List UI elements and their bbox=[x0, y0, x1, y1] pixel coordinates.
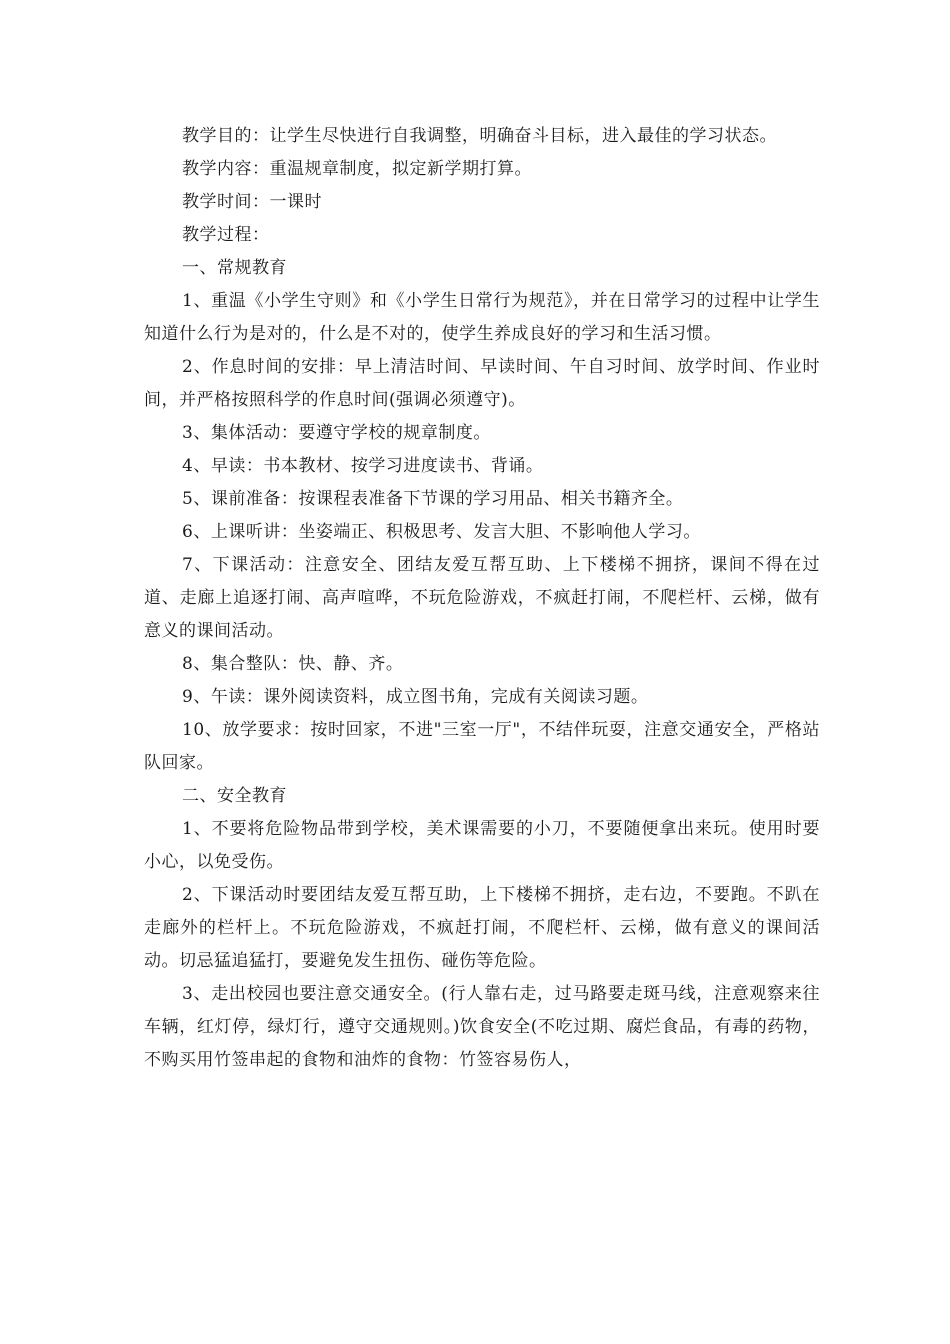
routine-item-1: 1、重温《小学生守则》和《小学生日常行为规范》，并在日常学习的过程中让学生知道什么行为是对的，什么是不对的，使学生养成良好的学习和生活习惯。 bbox=[144, 291, 820, 344]
teaching-content: 教学内容：重温规章制度，拟定新学期打算。 bbox=[182, 159, 532, 179]
routine-item-4: 4、早读：书本教材、按学习进度读书、背诵。 bbox=[182, 456, 544, 476]
routine-item-3: 3、集体活动：要遵守学校的规章制度。 bbox=[182, 423, 491, 443]
routine-item-10: 10、放学要求：按时回家，不进"三室一厅"，不结伴玩耍，注意交通安全，严格站队回家。 bbox=[144, 720, 820, 773]
routine-item-7: 7、下课活动：注意安全、团结友爱互帮互助、上下楼梯不拥挤，课间不得在过道、走廊上追逐打闹、高声喧哗，不玩危险游戏，不疯赶打闹，不爬栏杆、云梯，做有意义的课间活动。 bbox=[144, 555, 820, 641]
teaching-time: 教学时间：一课时 bbox=[182, 192, 322, 212]
routine-item-6: 6、上课听讲：坐姿端正、积极思考、发言大胆、不影响他人学习。 bbox=[182, 522, 701, 542]
routine-item-5: 5、课前准备：按课程表准备下节课的学习用品、相关书籍齐全。 bbox=[182, 489, 684, 509]
safety-item-2: 2、下课活动时要团结友爱互帮互助，上下楼梯不拥挤，走右边，不要跑。不趴在走廊外的栏杆上。不玩危险游戏，不疯赶打闹，不爬栏杆、云梯，做有意义的课间活动。切忌猛追猛打，要避免发生扭伤、碰伤等危险。 bbox=[144, 885, 820, 971]
section-heading-routine: 一、常规教育 bbox=[182, 258, 287, 278]
teaching-objective: 教学目的：让学生尽快进行自我调整，明确奋斗目标，进入最佳的学习状态。 bbox=[182, 126, 777, 146]
routine-item-2: 2、作息时间的安排：早上清洁时间、早读时间、午自习时间、放学时间、作业时间，并严格按照科学的作息时间(强调必须遵守)。 bbox=[144, 357, 820, 410]
routine-item-9: 9、午读：课外阅读资料，成立图书角，完成有关阅读习题。 bbox=[182, 687, 649, 707]
safety-item-3: 3、走出校园也要注意交通安全。(行人靠右走，过马路要走斑马线，注意观察来往车辆，红灯停，绿灯行，遵守交通规则。)饮食安全(不吃过期、腐烂食品，有毒的药物，不购买用竹签串起的食物和油炸的食物：竹签容易伤人， bbox=[144, 984, 820, 1070]
teaching-process-label: 教学过程： bbox=[182, 225, 270, 245]
document-body bbox=[144, 120, 820, 1077]
routine-item-8: 8、集合整队：快、静、齐。 bbox=[182, 654, 404, 674]
section-heading-safety: 二、安全教育 bbox=[182, 786, 287, 806]
safety-item-1: 1、不要将危险物品带到学校，美术课需要的小刀，不要随便拿出来玩。使用时要小心，以免受伤。 bbox=[144, 819, 820, 872]
